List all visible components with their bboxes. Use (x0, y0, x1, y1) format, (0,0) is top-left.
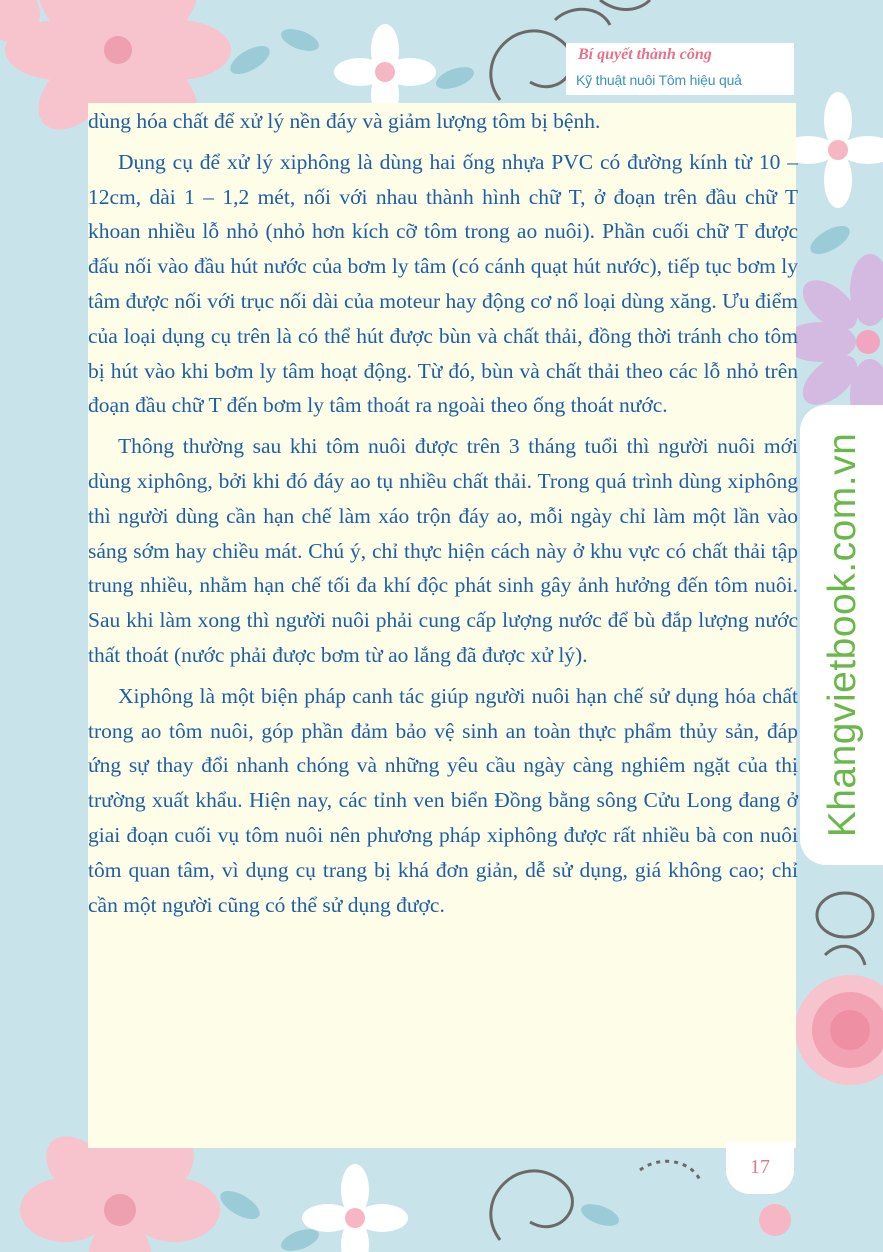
website-label: Khangvietbook.com.vn (821, 432, 864, 838)
page-number: 17 (750, 1156, 770, 1178)
paragraph: Xiphông là một biện pháp canh tác giúp người nuôi hạn chế sử dụng hóa chất trong ao tôm nuôi, góp phần đảm bảo vệ sinh an toàn thực phẩm thủy sản, đáp ứng sự thay đổi nhanh chóng và những yêu cầu ngày càng nghiêm ngặt của thị trường xuất khẩu. Hiện nay, các tỉnh ven biển Đồng bằng sông Cửu Long đang ở giai đoạn cuối vụ tôm nuôi nên phương pháp xiphông được rất nhiều bà con nuôi tôm quan tâm, vì dụng cụ trang bị khá đơn giản, dễ sử dụng, giá không cao; chỉ cần một người cũng có thể sử dụng được. (88, 683, 798, 917)
paragraph: Thông thường sau khi tôm nuôi được trên 3 tháng tuổi thì người nuôi mới dùng xiphông, bởi khi đó đáy ao tụ nhiều chất thải. Trong quá trình dùng xiphông thì người dùng cần hạn chế làm xáo trộn đáy ao, mỗi ngày chỉ làm một lần vào sáng sớm hay chiều mát. Chú ý, chỉ thực hiện cách này ở khu vực có chất thải tập trung nhiều, nhằm hạn chế tối đa khí độc phát sinh gây ảnh hưởng đến tôm nuôi. Sau khi làm xong thì người nuôi phải cung cấp lượng nước để bù đắp lượng nước thất thoát (nước phải được bơm từ ao lắng đã được xử lý). (88, 434, 798, 667)
pink-flower-bottom-right-icon (795, 975, 883, 1085)
body-text (88, 104, 798, 928)
bee-doodle-icon (817, 893, 873, 965)
book-title: Kỹ thuật nuôi Tôm hiệu quả (576, 72, 742, 88)
paragraph: Dụng cụ để xử lý xiphông là dùng hai ống nhựa PVC có đường kính từ 10 – 12cm, dài 1 – 1,2 mét, nối với nhau thành hình chữ T, ở đoạn trên đầu chữ T khoan nhiều lỗ nhỏ (nhỏ hơn kích cỡ tôm trong ao nuôi). Phần cuối chữ T được đấu nối vào đầu hút nước của bơm ly tâm (có cánh quạt hút nước), tiếp tục bơm ly tâm được nối với trục nối dài của moteur hay động cơ nổ loại dùng xăng. Ưu điểm của loại dụng cụ trên là có thể hút được bùn và chất thải, đồng thời tránh cho tôm bị hút vào khi bơm ly tâm hoạt động. Từ đó, bùn và chất thải theo các lỗ nhỏ trên đoạn đầu chữ T đến bơm ly tâm thoát ra ngoài theo ống thoát nước. (88, 149, 798, 418)
series-title: Bí quyết thành công (578, 46, 712, 63)
paragraph: dùng hóa chất để xử lý nền đáy và giảm lượng tôm bị bệnh. (88, 109, 601, 133)
swirl-bottom-icon (491, 1161, 700, 1240)
white-flower-bottom-icon (302, 1164, 408, 1252)
